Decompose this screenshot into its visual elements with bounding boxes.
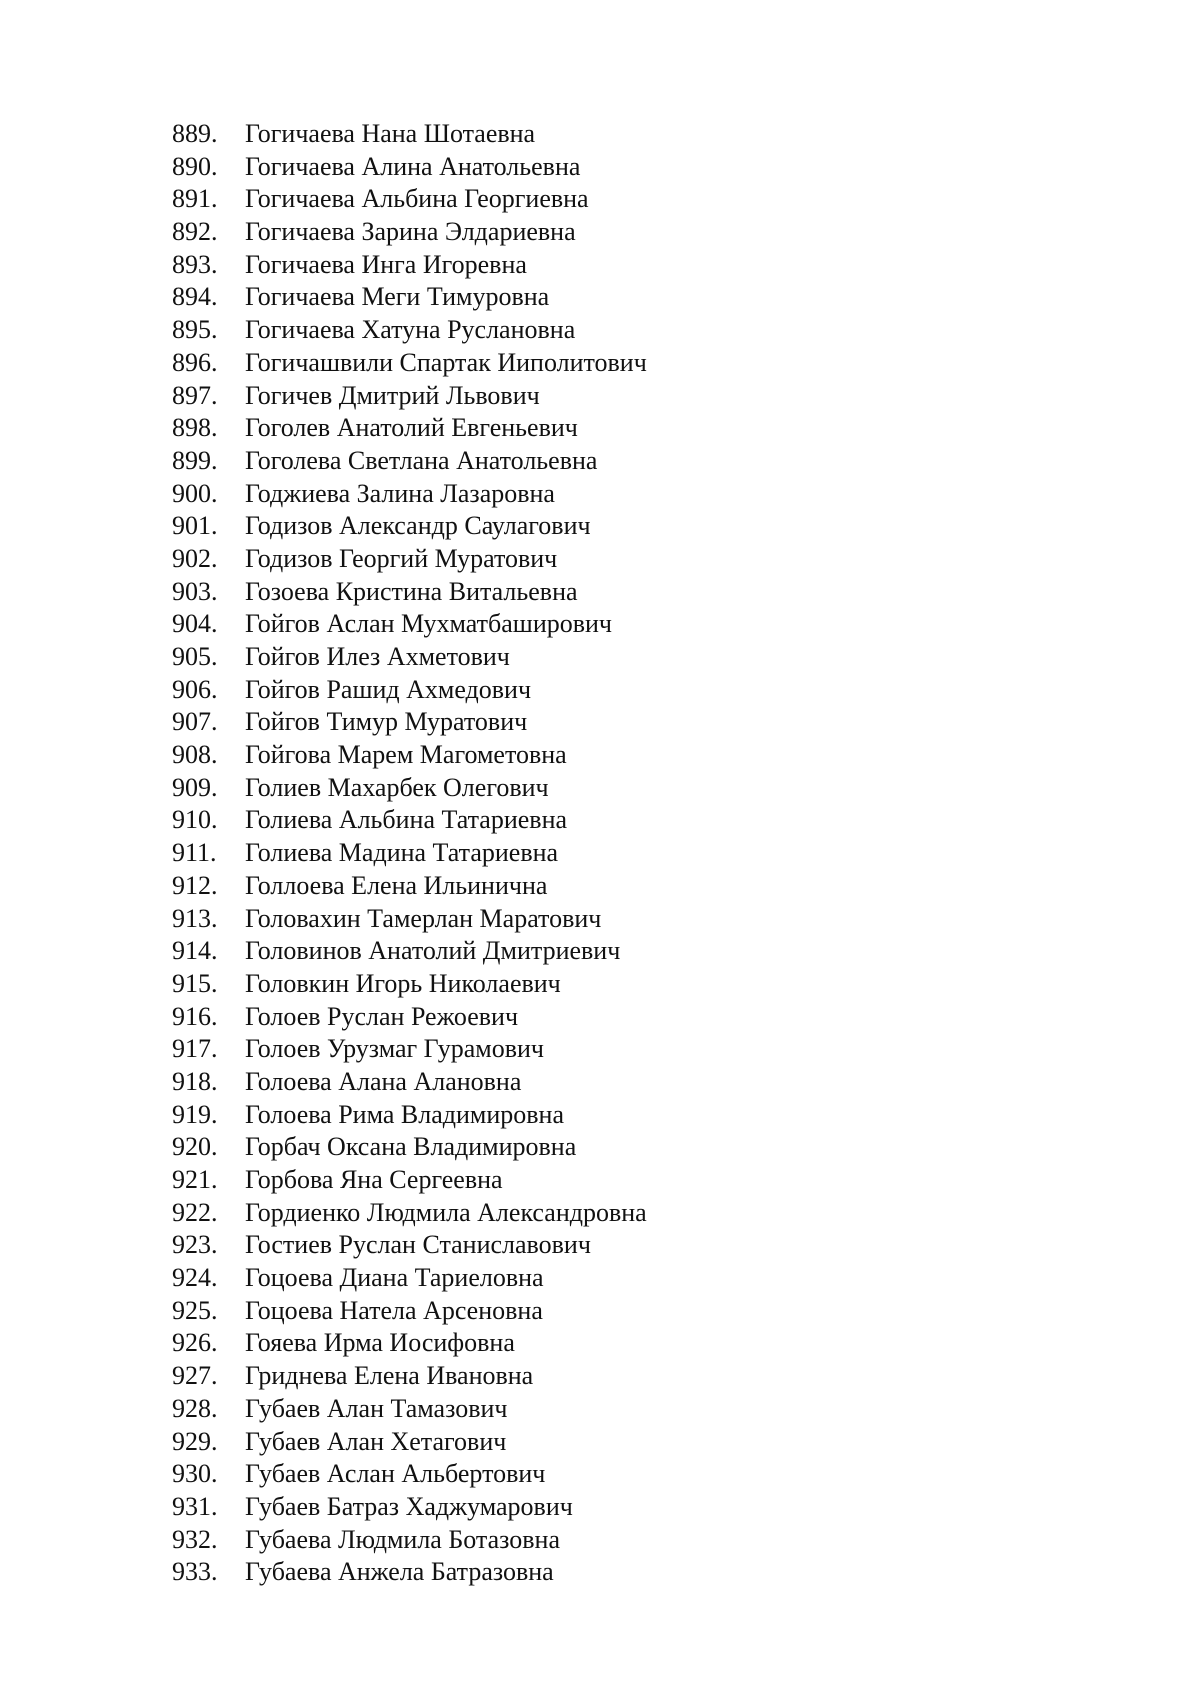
entry-name: Гогичашвили Спартак Ииполитович <box>245 347 647 377</box>
entry-number: 922. <box>172 1197 218 1227</box>
entry-number: 905. <box>172 642 218 671</box>
entry-number: 920. <box>172 1132 218 1162</box>
list-item <box>172 1131 647 1164</box>
entry-name: Гогичаева Алина Анатольевна <box>245 151 581 181</box>
entry-name: Гоцоева Диана Тариеловна <box>245 1263 544 1293</box>
entry-name: Губаев Батраз Хаджумарович <box>245 1491 573 1521</box>
entry-number: 900. <box>172 478 218 508</box>
entry-number: 890. <box>172 151 218 181</box>
entry-name: Гойгова Марем Магометовна <box>245 740 567 770</box>
entry-number: 930. <box>172 1459 218 1489</box>
entry-name: Голоев Урузмаг Гурамович <box>245 1034 544 1064</box>
entry-name: Гриднева Елена Ивановна <box>245 1361 534 1391</box>
list-item <box>172 1491 647 1524</box>
list-item <box>172 249 647 282</box>
entry-name: Гогичаева Меги Тимуровна <box>245 282 550 312</box>
entry-name: Губаева Людмила Ботазовна <box>245 1524 560 1554</box>
entry-name: Горбач Оксана Владимировна <box>245 1132 577 1162</box>
list-item <box>172 380 647 413</box>
entry-name: Голиев Махарбек Олегович <box>245 772 549 802</box>
entry-number: 931. <box>172 1491 218 1521</box>
list-item <box>172 804 647 837</box>
entry-name: Губаева Анжела Батразовна <box>245 1557 554 1587</box>
list-item <box>172 608 647 641</box>
list-item <box>172 772 647 805</box>
list-item <box>172 478 647 511</box>
list-item <box>172 870 647 903</box>
list-item <box>172 1033 647 1066</box>
entry-number: 909. <box>172 772 218 802</box>
list-item <box>172 935 647 968</box>
entry-number: 932. <box>172 1524 218 1554</box>
entry-name: Гоголев Анатолий Евгеньевич <box>245 413 578 443</box>
entry-number: 918. <box>172 1066 218 1096</box>
entry-name: Гогичаева Зарина Элдариевна <box>245 217 576 247</box>
list-item <box>172 1262 647 1295</box>
list-item <box>172 706 647 739</box>
list-item <box>172 347 647 380</box>
entry-number: 901. <box>172 511 218 541</box>
entry-number: 899. <box>172 445 218 475</box>
entry-name: Губаев Алан Хетагович <box>245 1426 507 1456</box>
entry-name: Гойгов Тимур Муратович <box>245 707 528 737</box>
entry-name: Гояева Ирма Иосифовна <box>245 1328 515 1358</box>
entry-name: Гогичаева Нана Шотаевна <box>245 119 536 148</box>
entry-name: Головкин Игорь Николаевич <box>245 968 561 998</box>
entry-number: 912. <box>172 870 218 900</box>
entry-name: Горбова Яна Сергеевна <box>245 1165 503 1194</box>
list-item <box>172 1556 647 1589</box>
list-item <box>172 837 647 870</box>
list-item <box>172 1393 647 1426</box>
entry-number: 891. <box>172 184 218 214</box>
entry-number: 898. <box>172 413 218 443</box>
entry-number: 910. <box>172 805 218 835</box>
entry-name: Голиева Мадина Татариевна <box>245 838 559 868</box>
entry-number: 895. <box>172 315 218 345</box>
entry-number: 907. <box>172 707 218 737</box>
entry-number: 928. <box>172 1393 218 1423</box>
list-item <box>172 1164 647 1197</box>
entry-number: 933. <box>172 1557 218 1587</box>
entry-name: Голлоева Елена Ильинична <box>245 870 548 900</box>
entry-name: Гойгов Илез Ахметович <box>245 642 510 671</box>
list-item <box>172 183 647 216</box>
name-list <box>172 118 647 1589</box>
list-item <box>172 281 647 314</box>
list-item <box>172 674 647 707</box>
list-item <box>172 151 647 184</box>
entry-name: Гоголева Светлана Анатольевна <box>245 445 598 475</box>
list-item <box>172 445 647 478</box>
entry-number: 904. <box>172 609 218 639</box>
entry-name: Губаев Аслан Альбертович <box>245 1459 546 1489</box>
entry-name: Гозоева Кристина Витальевна <box>245 576 578 606</box>
list-item <box>172 903 647 936</box>
entry-name: Гогичаева Инга Игоревна <box>245 249 527 279</box>
entry-number: 908. <box>172 740 218 770</box>
entry-number: 913. <box>172 903 218 933</box>
list-item <box>172 118 647 151</box>
entry-number: 924. <box>172 1263 218 1293</box>
list-item <box>172 968 647 1001</box>
entry-name: Гоцоева Натела Арсеновна <box>245 1295 543 1325</box>
list-item <box>172 1197 647 1230</box>
entry-name: Годизов Георгий Муратович <box>245 543 558 573</box>
entry-number: 889. <box>172 119 218 148</box>
entry-number: 915. <box>172 968 218 998</box>
entry-number: 892. <box>172 217 218 247</box>
list-item <box>172 543 647 576</box>
entry-number: 917. <box>172 1034 218 1064</box>
entry-name: Гогичаева Хатуна Руслановна <box>245 315 576 345</box>
entry-number: 894. <box>172 282 218 312</box>
list-item <box>172 510 647 543</box>
list-item <box>172 641 647 674</box>
entry-name: Гойгов Аслан Мухматбаширович <box>245 609 612 639</box>
entry-number: 893. <box>172 249 218 279</box>
entry-name: Голоева Рима Владимировна <box>245 1099 564 1129</box>
entry-name: Годизов Александр Саулагович <box>245 511 591 541</box>
list-item <box>172 1099 647 1132</box>
entry-name: Гордиенко Людмила Александровна <box>245 1197 647 1227</box>
list-item <box>172 1458 647 1491</box>
entry-name: Гогичев Дмитрий Львович <box>245 380 540 410</box>
list-item <box>172 1426 647 1459</box>
list-item <box>172 1360 647 1393</box>
entry-name: Гойгов Рашид Ахмедович <box>245 674 532 704</box>
entry-name: Гостиев Руслан Станиславович <box>245 1230 591 1260</box>
list-item <box>172 1524 647 1557</box>
entry-name: Головахин Тамерлан Маратович <box>245 903 602 933</box>
list-item <box>172 1327 647 1360</box>
list-item <box>172 216 647 249</box>
entry-name: Голиева Альбина Татариевна <box>245 805 568 835</box>
entry-name: Губаев Алан Тамазович <box>245 1393 508 1423</box>
list-item <box>172 739 647 772</box>
list-item <box>172 1001 647 1034</box>
entry-name: Головинов Анатолий Дмитриевич <box>245 936 621 966</box>
entry-number: 926. <box>172 1328 218 1358</box>
list-item <box>172 1295 647 1328</box>
entry-number: 925. <box>172 1295 218 1325</box>
list-item <box>172 576 647 609</box>
entry-number: 906. <box>172 674 218 704</box>
entry-number: 914. <box>172 936 218 966</box>
entry-number: 927. <box>172 1361 218 1391</box>
entry-number: 921. <box>172 1165 218 1194</box>
entry-number: 929. <box>172 1426 218 1456</box>
entry-number: 916. <box>172 1001 218 1031</box>
entry-number: 919. <box>172 1099 218 1129</box>
list-item <box>172 1229 647 1262</box>
entry-number: 911. <box>172 838 217 868</box>
list-item <box>172 1066 647 1099</box>
entry-name: Гогичаева Альбина Георгиевна <box>245 184 589 214</box>
entry-number: 923. <box>172 1230 218 1260</box>
entry-number: 897. <box>172 380 218 410</box>
list-item <box>172 314 647 347</box>
entry-number: 902. <box>172 543 218 573</box>
entry-name: Голоев Руслан Режоевич <box>245 1001 519 1031</box>
list-item <box>172 412 647 445</box>
entry-number: 903. <box>172 576 218 606</box>
entry-number: 896. <box>172 347 218 377</box>
entry-name: Годжиева Залина Лазаровна <box>245 478 555 508</box>
entry-name: Голоева Алана Алановна <box>245 1066 522 1096</box>
